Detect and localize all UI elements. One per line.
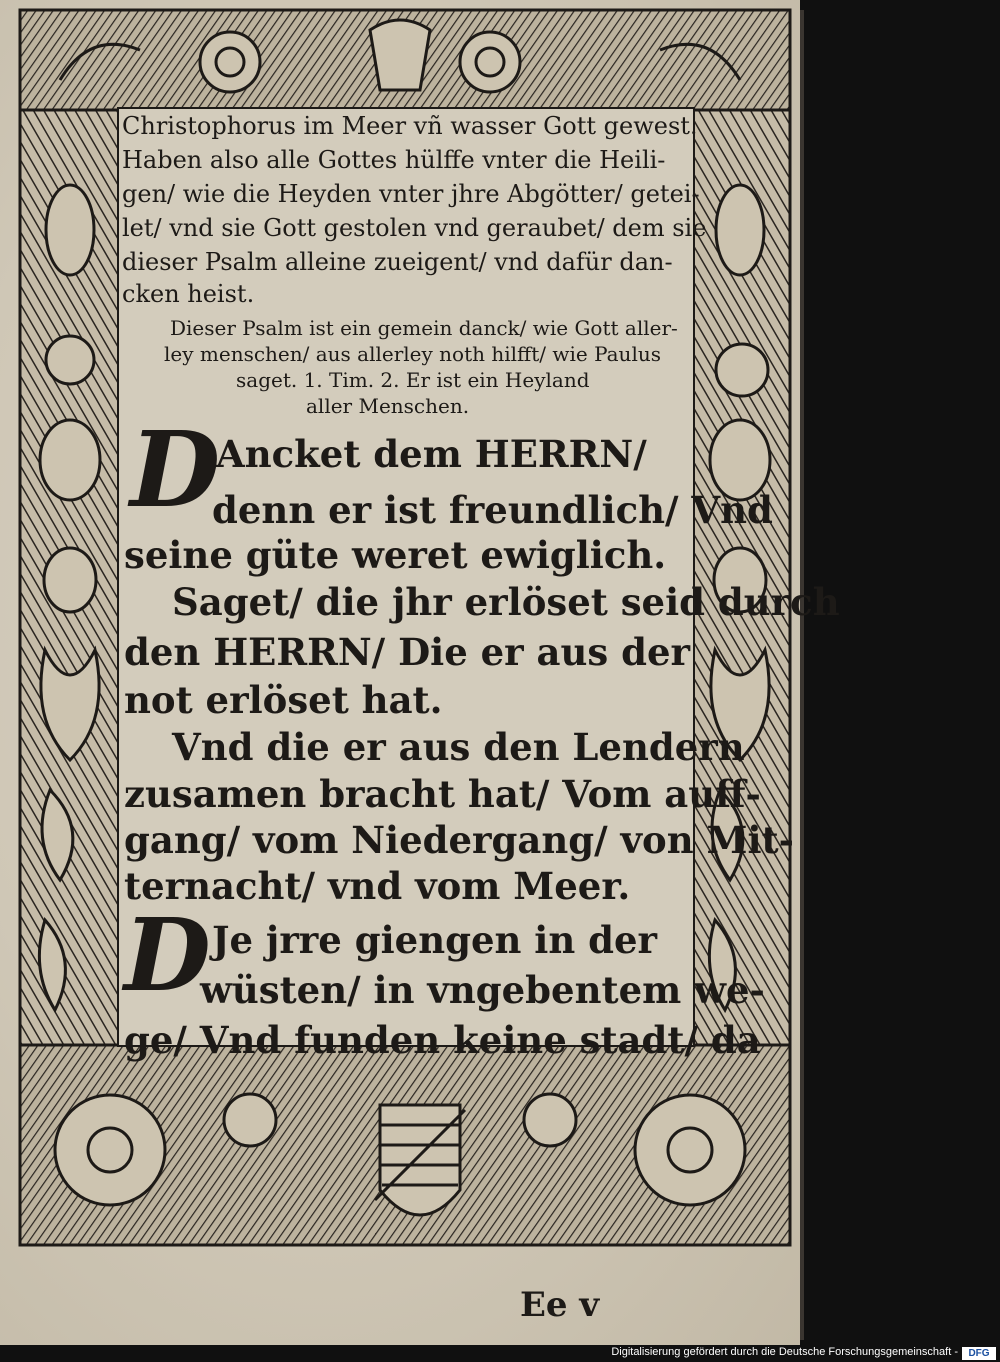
verse-3-line-4: ternacht/ vnd vom Meer. <box>124 864 631 908</box>
drop-cap-verse-4: D <box>124 896 211 1014</box>
drop-cap-verse-1: D <box>130 408 221 531</box>
verse-2-line-1: Saget/ die jhr erlöset seid durch <box>172 580 840 624</box>
verse-1-line-3: seine güte weret ewiglich. <box>124 533 667 577</box>
verse-3-line-1: Vnd die er aus den Lendern <box>172 725 745 769</box>
verse-1-line-1: Ancket dem HERRN/ <box>216 432 647 476</box>
intro-line-6: cken heist. <box>122 280 255 308</box>
leaf-edge <box>800 10 804 1340</box>
summary-line-3: saget. 1. Tim. 2. Er ist ein Heyland <box>236 368 590 392</box>
summary-line-1: Dieser Psalm ist ein gemein danck/ wie Gott aller- <box>170 316 678 340</box>
footer-credit: Digitalisierung gefördert durch die Deutsche Forschungsgemeinschaft - <box>611 1346 958 1358</box>
dfg-logo: DFG <box>962 1347 996 1360</box>
summary-line-4: aller Menschen. <box>306 394 470 418</box>
intro-line-3: gen/ wie die Heyden vnter jhre Abgötter/ getei- <box>122 180 700 208</box>
verse-3-line-3: gang/ vom Niedergang/ von Mit- <box>124 818 794 862</box>
intro-line-5: dieser Psalm alleine zueigent/ vnd dafür dan- <box>122 248 673 276</box>
verse-3-line-2: zusamen bracht hat/ Vom auff- <box>124 772 761 816</box>
verse-4-line-2: wüsten/ in vngebentem we- <box>200 968 765 1012</box>
intro-line-1: Christophorus im Meer vñ wasser Gott gewest. <box>122 112 698 140</box>
summary-line-2: ley menschen/ aus allerley noth hilfft/ wie Paulus <box>164 342 661 366</box>
intro-line-2: Haben also alle Gottes hülffe vnter die Heili- <box>122 146 666 174</box>
intro-line-4: let/ vnd sie Gott gestolen vnd geraubet/ dem sie <box>122 214 707 242</box>
verse-4-line-1: Je jrre giengen in der <box>212 918 658 962</box>
verse-4-line-3: ge/ Vnd funden keine stadt/ da <box>124 1018 761 1062</box>
verse-1-line-2: denn er ist freundlich/ Vnd <box>212 488 773 532</box>
verse-2-line-3: not erlöset hat. <box>124 678 443 722</box>
signature-mark: Ee v <box>520 1285 600 1325</box>
coat-of-arms <box>375 1105 465 1215</box>
verse-2-line-2: den HERRN/ Die er aus der <box>124 630 691 674</box>
